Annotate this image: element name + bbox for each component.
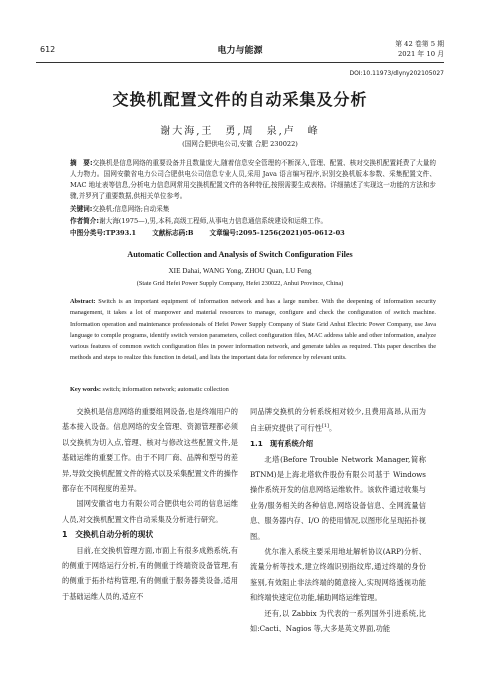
affiliation-cn: (国网合肥供电公司,安徽 合肥 230022) [182, 140, 298, 148]
author-bio-label: 作者简介: [70, 217, 100, 225]
keywords-cn-label: 关键词: [70, 205, 93, 213]
page-number: 612 [40, 45, 56, 54]
abstract-cn-label: 摘 要: [70, 159, 93, 167]
body-paragraph: 还有,以 Zabbix 为代表的一系列国外引进系统,比如:Cacti、Nagios 等,大多是英文界面,功能 [250, 608, 426, 634]
authors-cn: 谢大海,王 勇,周 泉,卢 峰 [160, 126, 320, 137]
keywords-cn-text: 交换机;信息网络;自动采集 [92, 205, 170, 213]
body-paragraph: 目前,在交换机管理方面,市面上有很多成熟系统,有的侧重于网络运行分析,有的侧重于终端资设备管理,有的侧重于拓扑结构管理,有的侧重于服务器类设备,适用于基础运维人员的,适应不 [62, 545, 238, 601]
keywords-en [70, 386, 436, 393]
header-rule [36, 62, 444, 63]
classification-line [70, 228, 436, 239]
issue-volume: 第 42 卷第 5 期 [395, 40, 444, 48]
subsection-heading: 1.1 现有系统介绍 [250, 439, 314, 449]
affiliation-en: (State Grid Hefei Power Supply Company, Hefei 230022, Anhui Province, China) [136, 280, 344, 287]
author-bio [70, 216, 436, 227]
author-bio-text: 谢大海(1975—),男,本科,高级工程师,从事电力信息通信系统建设和运维工作。 [99, 217, 328, 225]
title-cn: 交换机配置文件的自动采集及分析 [112, 90, 368, 109]
citation-ref: [1] [321, 423, 329, 430]
title-en: Automatic Collection and Analysis of Switch Configuration Files [127, 250, 353, 259]
clc-number: 中图分类号:TP393.1 [70, 229, 137, 237]
article-number: 文章编号:2095-1256(2021)05-0612-03 [209, 229, 345, 237]
body-left-column [62, 404, 238, 604]
keywords-en-text: switch; information network; automatic collection [102, 386, 229, 393]
document-code: 文献标志码:B [152, 229, 194, 237]
body-paragraph: 北塔(Beforе Trouble Network Manager,简称 BTNM)是上海北塔软件股份有限公司基于 Windows 操作系统开发的信息网络运维软件。该软件通过收集与业务/服务相关的各种信息,网络设备信息、全网流量信息、服务器内存、I/O 的使用情况,以图形化呈现拓扑视图。 [250, 454, 426, 541]
body-paragraph: 同品牌交换机的分析系统相对较少,且费用高昂,从而为自主研究提供了可行性[1]。 [250, 407, 426, 433]
body-paragraph: 国网安徽省电力有限公司合肥供电公司的信息运维人员,对交换机配置文件自动采集及分析进行研究。 [62, 499, 238, 524]
abstract-en [70, 296, 436, 364]
keywords-cn [70, 204, 436, 215]
journal-name: 电力与能源 [217, 46, 263, 56]
abstract-en-text: Switch is an important equipment of information network and has a large number. With the deepening of information security management, it takes a lot of manpower and material resources to manage, configure and check the configuration of switch machine. Information operation and maintenance professionals of Hefei Power Supply Company of State Grid Anhui Electric Power Company, use Java language to compile programs, identify switch version parameters, collect configuration files, MAC address table and other information, analyze various features of common switch configuration files in power information network, and generate tables as required. This paper describes the methods and steps to realize this function in detail, and lists the important data for reference by relevant units. [70, 298, 436, 362]
issue-date: 2021 年 10 月 [397, 50, 444, 58]
issue-info [395, 39, 444, 59]
body-paragraph: 优尔准入系统主要采用地址解析协议(ARP)分析、流量分析等技术,建立终端识别指纹库,通过终端的身份鉴别,有效阻止非法终端的随意接入,实现网络透视功能和终端快速定位功能,辅助网络运维管理。 [250, 547, 426, 603]
body-right-column [250, 404, 426, 636]
authors-en: XIE Dahai, WANG Yong, ZHOU Quan, LU Feng [168, 267, 312, 275]
abstract-cn-text: 交换机是信息网络的重要设备并且数量庞大,随着信息安全管理的不断深入,管理、配置、核对交换机配置耗费了大量的人力物力。国网安徽省电力公司合肥供电公司信息专业人员,采用 Java 语言编写程序,识别交换机版本参数、采集配置文件、MAC 地址表等信息,分析电力信息网常用交换机配置文件的各种特征,按照需要生成表格。详细描述了实现这一功能的方法和步骤,并罗列了重要数据,供相关单位参考。 [70, 159, 436, 200]
section-heading: 1 交换机自动分析的现状 [62, 530, 154, 540]
body-paragraph: 交换机是信息网络的重要组网设备,也是终端用户的基本接入设备。信息网络的安全管理、资源管理都必须以交换机为切入点,管理、核对与修改这些配置文件,是基础运维的重要工作。由于不同厂商、品牌和型号的差异,导致交换机配置文件的格式以及采集配置文件的操作都存在不同程度的差异。 [62, 407, 238, 494]
doi: DOI:10.11973/dlyny202105027 [349, 70, 444, 77]
abstract-en-label: Abstract: [70, 298, 96, 305]
abstract-cn [70, 158, 436, 202]
keywords-en-label: Key words: [70, 386, 101, 393]
